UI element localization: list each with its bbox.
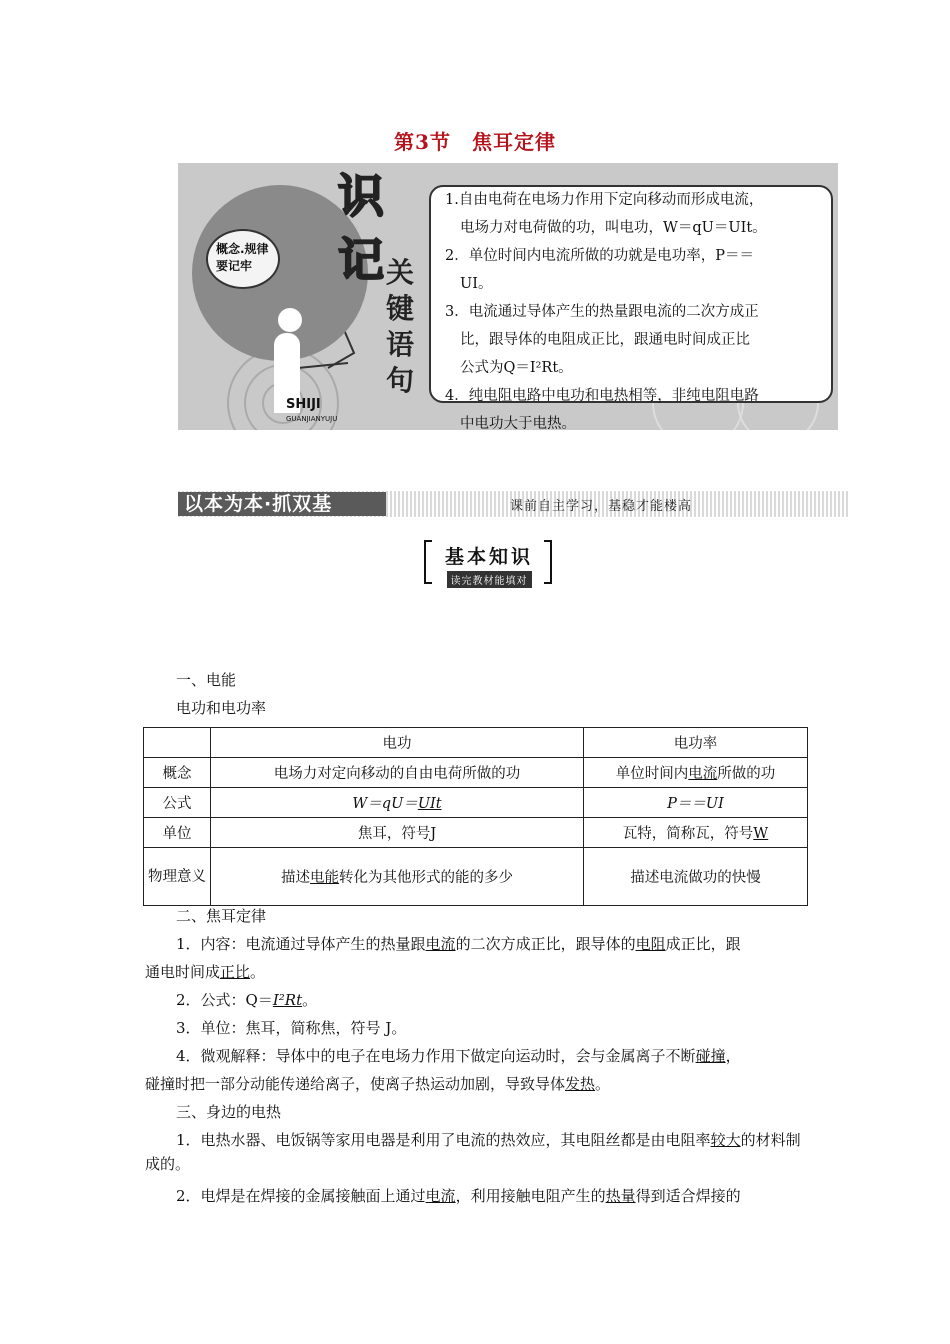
text: 通电时间成: [145, 963, 221, 981]
table-header-cell: [144, 728, 211, 758]
micro-explanation: [176, 1044, 816, 1068]
text: 。: [595, 1075, 611, 1093]
table-row: [144, 788, 808, 818]
text: 。: [250, 963, 266, 981]
cell-answer: 电流: [688, 766, 718, 782]
key-line-7: 公式为Q＝I²Rt。: [460, 360, 573, 376]
bubble-line-1: 概念.规律: [216, 242, 269, 256]
cell-answer: UIt: [417, 796, 442, 812]
table-row: [144, 818, 808, 848]
cell-text: 瓦特，简称瓦，符号: [622, 826, 754, 842]
table-header-cell: 电功率: [584, 728, 808, 758]
text: 的材料制成的。: [145, 1131, 801, 1173]
row-label: 单位: [144, 818, 211, 848]
vertical-char-4: 句: [386, 364, 415, 397]
text: 的二次方成正比，跟导体的: [455, 935, 636, 953]
row-label: 物理意义: [144, 848, 211, 906]
cell-text: 转化为其他形式的能的多少: [339, 870, 513, 886]
joule-law-formula: [176, 988, 317, 1012]
vertical-char-3: 语: [386, 328, 415, 361]
shiji-sublabel: GUANJIANYUJU: [286, 415, 338, 423]
answer: 正比: [220, 963, 251, 981]
table-header-cell: 电功: [211, 728, 584, 758]
cell-text: 描述: [281, 870, 310, 886]
text: 2．电焊是在焊接的金属接触面上通过: [176, 1187, 426, 1205]
answer: 热量: [605, 1187, 636, 1205]
cell-answer: W: [753, 826, 769, 842]
vertical-char-2: 键: [386, 292, 415, 325]
table-cell: [584, 758, 808, 788]
text: 2．公式：Q＝: [176, 991, 273, 1009]
key-line-1: 1.自由电荷在电场力作用下定向移动而形成电流，: [445, 192, 764, 208]
joule-law-unit: 3．单位：焦耳，简称焦，符号 J。: [176, 1019, 407, 1037]
joule-law-content-cont: [145, 960, 265, 984]
table-cell: 电场力对定向移动的自由电荷所做的功: [211, 758, 584, 788]
badge-subtitle: 读完教材能填对: [447, 571, 532, 588]
text: 4．微观解释：导体中的电子在电场力作用下做定向运动时，会与金属离子不断: [176, 1047, 696, 1065]
work-power-table: [143, 727, 808, 906]
row-label: 公式: [144, 788, 211, 818]
text: 得到适合焊接的: [635, 1187, 741, 1205]
person-head-icon: [278, 308, 302, 332]
table-cell: [211, 788, 584, 818]
answer: 电流: [425, 935, 456, 953]
key-line-8: 4．纯电阻电路中电功和电热相等，非纯电阻电路: [445, 388, 759, 404]
joule-law-content: [176, 932, 816, 956]
text: 。: [302, 991, 318, 1009]
vertical-label: [386, 255, 418, 399]
cell-answer: 电能: [310, 870, 339, 886]
basic-knowledge-badge: [428, 542, 550, 588]
table-cell: P＝＝UI: [584, 788, 808, 818]
text: 碰撞时把一部分动能传递给离子，使离子热运动加剧，导致导体: [145, 1075, 566, 1093]
key-line-4: UI。: [460, 276, 493, 292]
text: 1．电热水器、电饭锅等家用电器是利用了电流的热效应，其电阻丝都是由电阻率: [176, 1131, 711, 1149]
text: ，利用接触电阻产生的: [455, 1187, 606, 1205]
table-cell: 描述电流做功的快慢: [584, 848, 808, 906]
table-cell: [584, 818, 808, 848]
strip-left-label: 以本为本·抓双基: [178, 492, 386, 516]
row-label: 概念: [144, 758, 211, 788]
answer: 较大: [710, 1131, 741, 1149]
strip-right-label: 课前自主学习，基稳才能楼高: [510, 499, 693, 514]
section2-heading: 二、焦耳定律: [176, 907, 267, 925]
table-row: [144, 848, 808, 906]
key-line-9: 中电功大于电热。: [460, 416, 576, 432]
cell-text: 所做的功: [717, 766, 776, 782]
answer: 碰撞: [695, 1047, 726, 1065]
welding-paragraph: [176, 1184, 741, 1208]
text: ，: [725, 1047, 741, 1065]
answer: 电阻: [635, 935, 666, 953]
micro-explanation-cont: [145, 1072, 610, 1096]
cell-text: 单位时间内: [615, 766, 689, 782]
big-char-1: 识: [338, 169, 384, 223]
text: 成正比，跟: [665, 935, 741, 953]
vertical-char-1: 关: [386, 256, 415, 289]
answer: 发热: [565, 1075, 596, 1093]
big-char-2: 记: [338, 233, 384, 287]
speech-bubble: [206, 229, 280, 289]
bubble-line-2: 要记牢: [216, 259, 253, 273]
table-cell: [211, 848, 584, 906]
table-cell: 焦耳，符号J: [211, 818, 584, 848]
answer: 电流: [425, 1187, 456, 1205]
key-line-3: 2．单位时间内电流所做的功就是电功率，P＝＝: [445, 248, 754, 264]
key-line-5: 3．电流通过导体产生的热量跟电流的二次方成正: [445, 304, 759, 320]
section-title: 第3节 焦耳定律: [394, 130, 556, 154]
badge-title: 基本知识: [444, 546, 533, 568]
key-line-2: 电场力对电荷做的功，叫电功，W＝qU＝UIt。: [460, 220, 767, 236]
text: 1．内容：电流通过导体产生的热量跟: [176, 935, 426, 953]
key-line-6: 比，跟导体的电阻成正比，跟通电时间成正比: [460, 332, 750, 348]
table-header-row: [144, 728, 808, 758]
table-row: [144, 758, 808, 788]
answer: I²Rt: [272, 991, 303, 1009]
cell-text: W＝qU＝: [352, 796, 418, 812]
electric-heater-paragraph: [145, 1128, 815, 1176]
section1-subheading: 电功和电功率: [176, 699, 267, 717]
section3-heading: 三、身边的电热: [176, 1103, 282, 1121]
section1-heading: 一、电能: [176, 671, 237, 689]
shiji-label: SHIJI: [286, 397, 321, 412]
